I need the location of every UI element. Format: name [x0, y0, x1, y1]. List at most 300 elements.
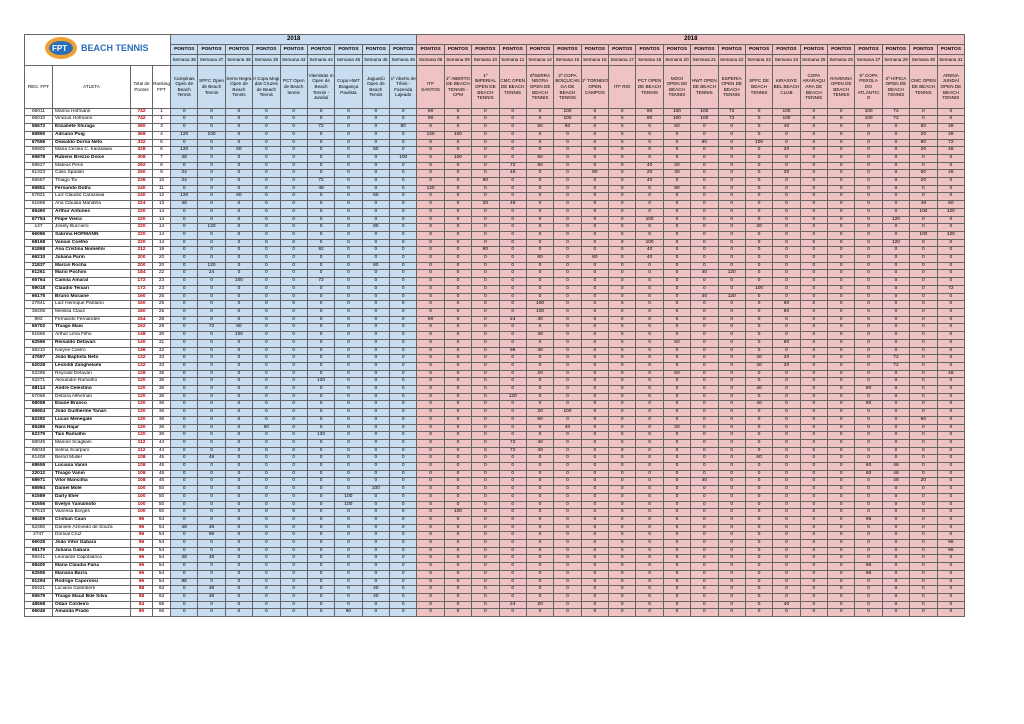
table-row [25, 116, 965, 124]
athlete-name: Filipe Vieira [53, 216, 131, 224]
athlete-name: Alexandre Ramalho [53, 378, 131, 386]
points-cell: 0 [335, 124, 362, 132]
points-cell: 0 [636, 447, 663, 455]
points-cell: 0 [609, 386, 636, 394]
points-cell: 0 [882, 247, 909, 255]
points-cell: 0 [745, 231, 772, 239]
points-cell: 0 [472, 432, 499, 440]
points-cell: 0 [882, 439, 909, 447]
points-cell: 0 [335, 594, 362, 602]
total-points: 200 [131, 262, 153, 270]
table-row [25, 401, 965, 409]
points-cell: 0 [307, 362, 334, 370]
total-points: 108 [131, 463, 153, 471]
points-cell: 0 [335, 162, 362, 170]
points-cell: 100 [526, 308, 553, 316]
points-cell: 0 [718, 247, 745, 255]
points-cell: 0 [581, 231, 608, 239]
points-cell: 0 [855, 439, 882, 447]
points-cell: 0 [417, 139, 444, 147]
points-cell: 0 [362, 285, 389, 293]
points-cell: 0 [718, 224, 745, 232]
reg-fpt: 61556 [25, 501, 53, 509]
table-row [25, 563, 965, 571]
points-cell: 0 [828, 208, 855, 216]
points-cell: 0 [362, 185, 389, 193]
points-cell: 0 [225, 609, 252, 617]
table-row [25, 547, 965, 555]
points-cell: 0 [745, 463, 772, 471]
points-cell: 0 [171, 455, 198, 463]
points-cell: 0 [663, 416, 690, 424]
points-cell: 0 [171, 416, 198, 424]
points-cell: 0 [335, 563, 362, 571]
points-cell: 100 [745, 285, 772, 293]
points-cell: 0 [800, 347, 827, 355]
ranking-table [24, 34, 965, 617]
points-cell: 0 [554, 447, 581, 455]
points-cell: 0 [499, 540, 526, 548]
points-cell: 0 [499, 239, 526, 247]
points-cell: 0 [554, 324, 581, 332]
points-cell: 0 [691, 185, 718, 193]
points-cell: 0 [390, 339, 417, 347]
points-cell: 0 [855, 447, 882, 455]
points-cell: 0 [362, 386, 389, 394]
points-cell: 72 [882, 362, 909, 370]
reg-fpt: 66086 [25, 231, 53, 239]
points-cell: 0 [745, 293, 772, 301]
points-cell: 120 [198, 224, 225, 232]
points-cell: 0 [280, 594, 307, 602]
event-name: 3º HÍPICA OPEN DE BEACH TENNIS [882, 65, 909, 108]
points-cell: 0 [800, 201, 827, 209]
points-cell: 0 [362, 524, 389, 532]
points-cell: 0 [882, 447, 909, 455]
athlete-name: Fernando Dutra [53, 185, 131, 193]
points-cell: 0 [636, 594, 663, 602]
year-pink: 2018 [417, 35, 965, 45]
points-cell: 0 [171, 532, 198, 540]
points-cell: 0 [444, 308, 471, 316]
total-points: 220 [131, 239, 153, 247]
points-cell: 0 [171, 378, 198, 386]
points-cell: 0 [581, 355, 608, 363]
points-cell: 0 [472, 293, 499, 301]
points-cell: 0 [171, 239, 198, 247]
points-cell: 90 [417, 108, 444, 116]
athlete-name: Leonildi Zanghelami [53, 362, 131, 370]
points-cell: 0 [280, 278, 307, 286]
week-header: Semana 30 [910, 54, 937, 65]
week-header: Semana 17 [609, 54, 636, 65]
points-cell: 0 [691, 278, 718, 286]
points-cell: 0 [307, 570, 334, 578]
points-cell: 0 [636, 378, 663, 386]
col-ranking: Ranking FPT [153, 65, 171, 108]
points-cell: 0 [800, 154, 827, 162]
points-cell: 0 [937, 239, 965, 247]
ranking-sheet [24, 34, 965, 617]
points-cell: 0 [499, 594, 526, 602]
year-blue: 2018 [171, 35, 417, 45]
points-cell: 0 [663, 308, 690, 316]
reg-fpt: 61323 [25, 170, 53, 178]
points-cell: 0 [253, 416, 280, 424]
points-cell: 0 [253, 247, 280, 255]
points-cell: 0 [280, 570, 307, 578]
points-cell: 0 [636, 347, 663, 355]
points-cell: 0 [691, 563, 718, 571]
ranking: 35 [153, 370, 171, 378]
points-cell: 0 [663, 594, 690, 602]
points-cell: 0 [828, 185, 855, 193]
points-cell: 0 [225, 308, 252, 316]
points-cell: 0 [390, 239, 417, 247]
points-cell: 0 [745, 262, 772, 270]
points-cell: 0 [691, 301, 718, 309]
points-cell: 0 [253, 208, 280, 216]
points-cell: 0 [636, 393, 663, 401]
points-cell: 0 [444, 324, 471, 332]
points-cell: 0 [280, 362, 307, 370]
points-cell: 0 [663, 509, 690, 517]
points-cell: 0 [609, 570, 636, 578]
points-cell: 0 [882, 378, 909, 386]
points-cell: 0 [198, 432, 225, 440]
table-row [25, 370, 965, 378]
points-cell: 0 [636, 316, 663, 324]
points-cell: 0 [472, 162, 499, 170]
points-cell: 0 [636, 224, 663, 232]
points-cell: 0 [362, 501, 389, 509]
points-cell: 0 [499, 339, 526, 347]
points-cell: 0 [800, 278, 827, 286]
points-cell: 0 [390, 247, 417, 255]
points-cell: 0 [554, 316, 581, 324]
points-cell: 0 [280, 193, 307, 201]
points-cell: 0 [417, 609, 444, 617]
athlete-name: Odair Cordeiro [53, 601, 131, 609]
points-cell: 0 [225, 347, 252, 355]
points-cell: 0 [171, 470, 198, 478]
points-cell: 0 [718, 262, 745, 270]
event-name: CMC OPEN DE BEACH TENNIS [499, 65, 526, 108]
points-cell: 0 [198, 139, 225, 147]
points-cell: 0 [910, 216, 937, 224]
points-cell: 0 [882, 154, 909, 162]
points-cell: 0 [225, 501, 252, 509]
athlete-name: Thiago Vanin [53, 470, 131, 478]
total-points: 200 [131, 255, 153, 263]
points-cell: 0 [390, 570, 417, 578]
points-cell: 0 [855, 316, 882, 324]
points-cell: 0 [855, 540, 882, 548]
points-cell: 0 [855, 578, 882, 586]
points-cell: 0 [581, 308, 608, 316]
athlete-name: Leonardo Capobianco [53, 555, 131, 563]
ranking: 36 [153, 401, 171, 409]
week-header: Semana 21 [691, 54, 718, 65]
points-cell: 0 [472, 570, 499, 578]
points-cell: 0 [307, 239, 334, 247]
points-cell: 0 [335, 201, 362, 209]
points-cell: 0 [253, 239, 280, 247]
points-cell: 0 [390, 578, 417, 586]
table-row [25, 239, 965, 247]
points-cell: 0 [225, 116, 252, 124]
points-cell: 0 [444, 439, 471, 447]
points-cell: 0 [882, 578, 909, 586]
points-cell: 0 [280, 131, 307, 139]
reg-fpt: 66175 [25, 293, 53, 301]
reg-fpt: 67066 [25, 393, 53, 401]
points-cell: 72 [937, 139, 965, 147]
points-cell: 0 [280, 501, 307, 509]
points-cell: 0 [472, 501, 499, 509]
points-cell: 0 [581, 532, 608, 540]
points-cell: 0 [417, 301, 444, 309]
points-cell: 0 [307, 193, 334, 201]
table-row [25, 247, 965, 255]
points-cell: 0 [882, 285, 909, 293]
points-cell: 48 [882, 470, 909, 478]
points-cell: 0 [390, 285, 417, 293]
points-cell: 0 [882, 316, 909, 324]
points-cell: 0 [253, 193, 280, 201]
ranking: 65 [153, 601, 171, 609]
points-cell: 0 [390, 193, 417, 201]
reg-fpt: 67754 [25, 216, 53, 224]
points-cell: 0 [828, 540, 855, 548]
points-cell: 0 [745, 239, 772, 247]
points-cell: 0 [609, 131, 636, 139]
ranking: 28 [153, 316, 171, 324]
event-name: Jaguariú Open de Beach Tennis [362, 65, 389, 108]
points-cell: 0 [718, 470, 745, 478]
points-cell: 0 [362, 278, 389, 286]
points-cell: 0 [171, 370, 198, 378]
points-cell: 0 [335, 262, 362, 270]
points-cell: 0 [855, 170, 882, 178]
points-cell: 0 [718, 178, 745, 186]
points-cell: 0 [663, 332, 690, 340]
athlete-name: Arthur Lima Filho [53, 332, 131, 340]
points-cell: 0 [937, 439, 965, 447]
points-cell: 0 [526, 486, 553, 494]
points-cell: 0 [937, 594, 965, 602]
points-cell: 0 [800, 185, 827, 193]
points-cell: 0 [828, 563, 855, 571]
points-cell: 0 [773, 455, 800, 463]
points-cell: 0 [307, 262, 334, 270]
points-cell: 0 [526, 516, 553, 524]
points-cell: 120 [882, 216, 909, 224]
points-cell: 0 [280, 170, 307, 178]
points-cell: 0 [198, 439, 225, 447]
points-cell: 0 [526, 131, 553, 139]
total-points: 120 [131, 432, 153, 440]
points-cell: 0 [745, 540, 772, 548]
points-cell: 0 [526, 570, 553, 578]
points-cell: 0 [171, 231, 198, 239]
points-cell: 0 [472, 347, 499, 355]
points-cell: 0 [362, 316, 389, 324]
points-cell: 0 [390, 162, 417, 170]
athlete-name: Marina Hofmann [53, 108, 131, 116]
points-cell: 0 [362, 355, 389, 363]
points-cell: 0 [773, 540, 800, 548]
points-cell: 0 [773, 486, 800, 494]
total-points: 160 [131, 293, 153, 301]
ranking: 66 [153, 609, 171, 617]
points-cell: 0 [663, 601, 690, 609]
points-cell: 0 [499, 370, 526, 378]
points-cell: 0 [773, 501, 800, 509]
athlete-name: Juliana Parin [53, 255, 131, 263]
points-cell: 0 [691, 162, 718, 170]
table-row [25, 324, 965, 332]
table-row [25, 162, 965, 170]
table-row [25, 416, 965, 424]
points-cell: 0 [417, 178, 444, 186]
points-cell: 0 [417, 524, 444, 532]
points-cell: 0 [800, 178, 827, 186]
points-cell: 0 [910, 285, 937, 293]
points-cell: 0 [691, 416, 718, 424]
points-cell: 0 [417, 324, 444, 332]
points-cell: 0 [937, 401, 965, 409]
points-cell: 0 [828, 416, 855, 424]
points-cell: 0 [362, 470, 389, 478]
points-cell: 0 [636, 409, 663, 417]
reg-fpt: 62275 [25, 432, 53, 440]
ranking: 63 [153, 586, 171, 594]
points-cell: 0 [307, 601, 334, 609]
points-cell: 0 [225, 386, 252, 394]
points-cell: 0 [691, 347, 718, 355]
points-cell: 0 [581, 262, 608, 270]
ranking: 14 [153, 231, 171, 239]
points-cell: 0 [280, 524, 307, 532]
points-cell: 0 [171, 324, 198, 332]
points-cell: 0 [554, 578, 581, 586]
points-cell: 0 [636, 386, 663, 394]
points-cell: 0 [910, 447, 937, 455]
points-cell: 20 [773, 170, 800, 178]
points-cell: 0 [554, 570, 581, 578]
points-cell: 0 [882, 332, 909, 340]
points-cell: 0 [335, 231, 362, 239]
points-cell: 0 [335, 224, 362, 232]
points-cell: 0 [253, 493, 280, 501]
points-cell: 0 [280, 224, 307, 232]
points-cell: 0 [800, 524, 827, 532]
points-cell: 0 [800, 439, 827, 447]
reg-fpt: 55672 [25, 124, 53, 132]
points-cell: 0 [910, 355, 937, 363]
points-cell: 0 [171, 308, 198, 316]
points-cell: 0 [472, 308, 499, 316]
points-cell: 100 [855, 116, 882, 124]
points-cell: 0 [691, 378, 718, 386]
points-cell: 0 [472, 262, 499, 270]
points-cell: 0 [855, 493, 882, 501]
points-cell: 0 [472, 609, 499, 617]
points-cell: 0 [335, 416, 362, 424]
total-points: 128 [131, 370, 153, 378]
points-cell: 0 [691, 224, 718, 232]
reg-fpt: 68114 [25, 386, 53, 394]
points-cell: 0 [198, 547, 225, 555]
event-name: ITF RIO [609, 65, 636, 108]
points-cell: 0 [307, 486, 334, 494]
points-cell: 60 [910, 124, 937, 132]
event-name: Campinas Open de Beach Tennis [171, 65, 198, 108]
points-cell: 0 [937, 432, 965, 440]
points-cell: 0 [937, 409, 965, 417]
points-cell: 0 [800, 247, 827, 255]
points-cell: 0 [444, 516, 471, 524]
points-cell: 0 [910, 316, 937, 324]
points-cell: 0 [280, 201, 307, 209]
points-cell: 0 [910, 270, 937, 278]
points-cell: 96 [171, 578, 198, 586]
points-cell: 0 [718, 524, 745, 532]
points-cell: 0 [417, 401, 444, 409]
points-cell: 0 [390, 224, 417, 232]
points-cell: 96 [855, 570, 882, 578]
points-cell: 0 [937, 509, 965, 517]
points-cell: 0 [417, 285, 444, 293]
points-cell: 0 [745, 332, 772, 340]
table-row [25, 524, 965, 532]
points-cell: 0 [472, 516, 499, 524]
athlete-name: Reinaldo Defavari [53, 339, 131, 347]
points-cell: 0 [307, 555, 334, 563]
table-row [25, 601, 965, 609]
athlete-name: Vanessa Borges [53, 509, 131, 517]
points-cell: 0 [198, 170, 225, 178]
points-cell: 60 [526, 416, 553, 424]
points-cell: 0 [225, 555, 252, 563]
points-cell: 0 [718, 609, 745, 617]
points-cell: 0 [663, 201, 690, 209]
points-cell: 0 [581, 185, 608, 193]
points-cell: 0 [636, 401, 663, 409]
pontos-header: PONTOS [691, 44, 718, 54]
points-cell: 0 [526, 609, 553, 617]
table-row [25, 316, 965, 324]
points-cell: 96 [855, 516, 882, 524]
points-cell: 0 [691, 439, 718, 447]
points-cell: 24 [198, 270, 225, 278]
points-cell: 0 [390, 401, 417, 409]
points-cell: 0 [636, 416, 663, 424]
points-cell: 0 [444, 139, 471, 147]
points-cell: 0 [198, 185, 225, 193]
points-cell: 0 [253, 116, 280, 124]
logo-fpt: FPT [51, 44, 67, 53]
points-cell: 0 [663, 154, 690, 162]
points-cell: 0 [745, 439, 772, 447]
points-cell: 0 [307, 224, 334, 232]
points-cell: 0 [609, 609, 636, 617]
points-cell: 0 [253, 162, 280, 170]
points-cell: 0 [280, 178, 307, 186]
points-cell: 0 [472, 208, 499, 216]
points-cell: 0 [718, 278, 745, 286]
